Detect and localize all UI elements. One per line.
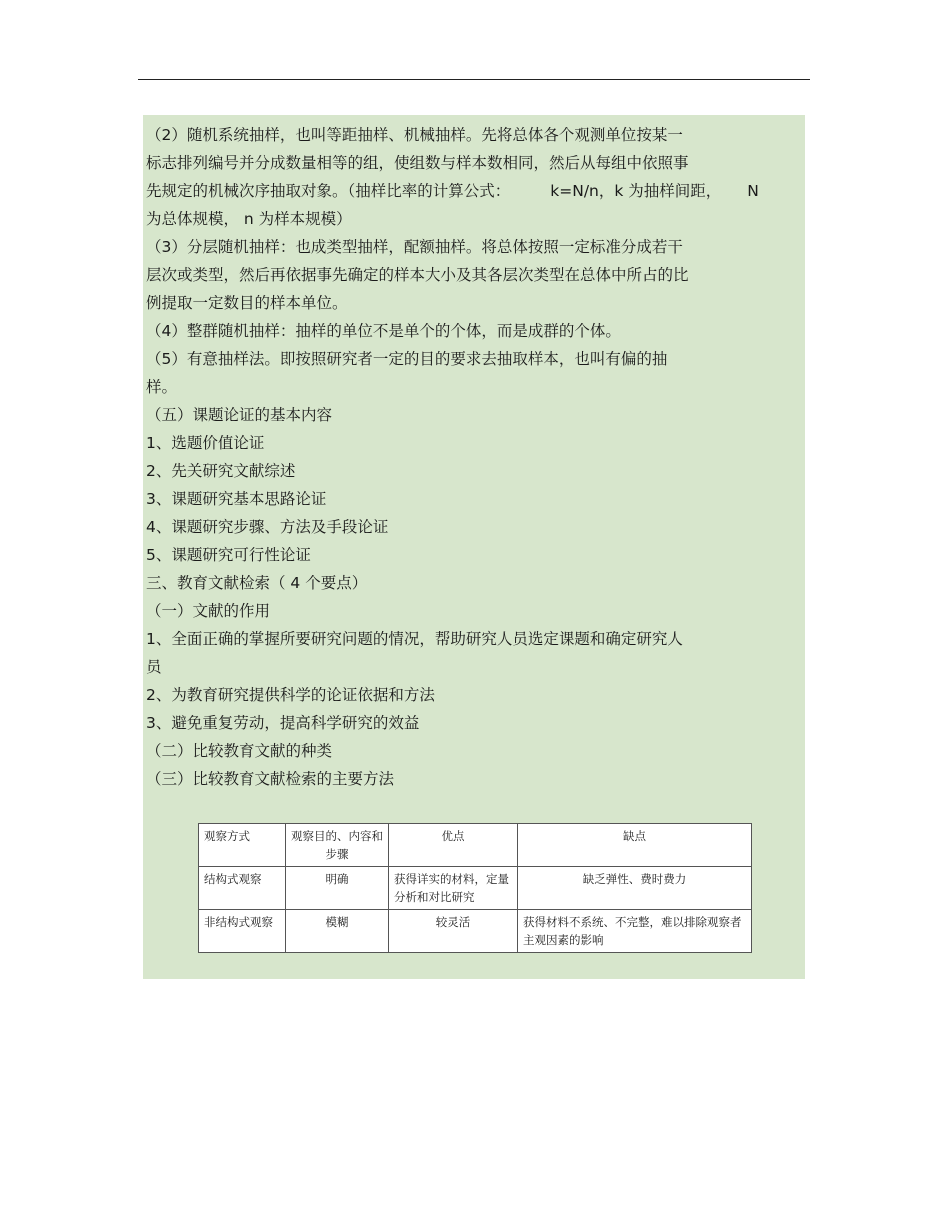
text-line: （2）随机系统抽样，也叫等距抽样、机械抽样。先将总体各个观测单位按某一: [146, 126, 683, 144]
section-heading: （一）文献的作用: [146, 602, 271, 620]
table-cell: 获得材料不系统、不完整，难以排除观察者主观因素的影响: [518, 910, 752, 953]
text-line: （3）分层随机抽样：也成类型抽样，配额抽样。将总体按照一定标准分成若干: [146, 238, 683, 256]
text-line: 为总体规模， n 为样本规模）: [146, 210, 352, 228]
table-header-cell: 缺点: [518, 824, 752, 867]
observation-table: [198, 823, 752, 953]
list-item: 3、课题研究基本思路论证: [146, 490, 327, 508]
list-item: 3、避免重复劳动，提高科学研究的效益: [146, 714, 420, 732]
table-header-cell: 优点: [389, 824, 518, 867]
table-row: [199, 867, 752, 910]
text-line: 标志排列编号并分成数量相等的组，使组数与样本数相同，然后从每组中依照事: [146, 154, 689, 172]
table-header-row: [199, 824, 752, 867]
table-cell: 缺乏弹性、费时费力: [518, 867, 752, 910]
list-item: 5、课题研究可行性论证: [146, 546, 311, 564]
table-cell: 结构式观察: [199, 867, 286, 910]
section-heading: （三）比较教育文献检索的主要方法: [146, 770, 395, 788]
table-header-cell: 观察方式: [199, 824, 286, 867]
section-heading: （五）课题论证的基本内容: [146, 406, 333, 424]
top-rule: [138, 79, 810, 80]
list-item: 1、全面正确的掌握所要研究问题的情况，帮助研究人员选定课题和确定研究人: [146, 630, 683, 648]
text-line: 员: [146, 658, 162, 676]
table-cell: 非结构式观察: [199, 910, 286, 953]
table-row: [199, 910, 752, 953]
table-cell: 获得详实的材料，定量分析和对比研究: [389, 867, 518, 910]
table-cell: 较灵活: [389, 910, 518, 953]
text-line: 样。: [146, 378, 178, 396]
text-line: （4）整群随机抽样：抽样的单位不是单个的个体，而是成群的个体。: [146, 322, 621, 340]
text-line: （5）有意抽样法。即按照研究者一定的目的要求去抽取样本，也叫有偏的抽: [146, 350, 668, 368]
list-item: 2、为教育研究提供科学的论证依据和方法: [146, 686, 435, 704]
content-panel: [143, 115, 805, 979]
text-line: 先规定的机械次序抽取对象。（抽样比率的计算公式： k=N/n，k 为抽样间距， N: [146, 182, 759, 200]
text-line: 例提取一定数目的样本单位。: [146, 294, 348, 312]
table-cell: 模糊: [286, 910, 389, 953]
list-item: 1、选题价值论证: [146, 434, 265, 452]
formula-n: N: [747, 182, 759, 200]
text-line: 层次或类型，然后再依据事先确定的样本大小及其各层次类型在总体中所占的比: [146, 266, 689, 284]
section-heading: （二）比较教育文献的种类: [146, 742, 333, 760]
list-item: 2、先关研究文献综述: [146, 462, 296, 480]
formula-text: k=N/n，k 为抽样间距，: [550, 182, 722, 200]
table-cell: 明确: [286, 867, 389, 910]
section-heading: 三、教育文献检索（ 4 个要点）: [146, 574, 368, 592]
list-item: 4、课题研究步骤、方法及手段论证: [146, 518, 389, 536]
table-header-cell: 观察目的、内容和步骤: [286, 824, 389, 867]
text-lines: [146, 121, 802, 793]
